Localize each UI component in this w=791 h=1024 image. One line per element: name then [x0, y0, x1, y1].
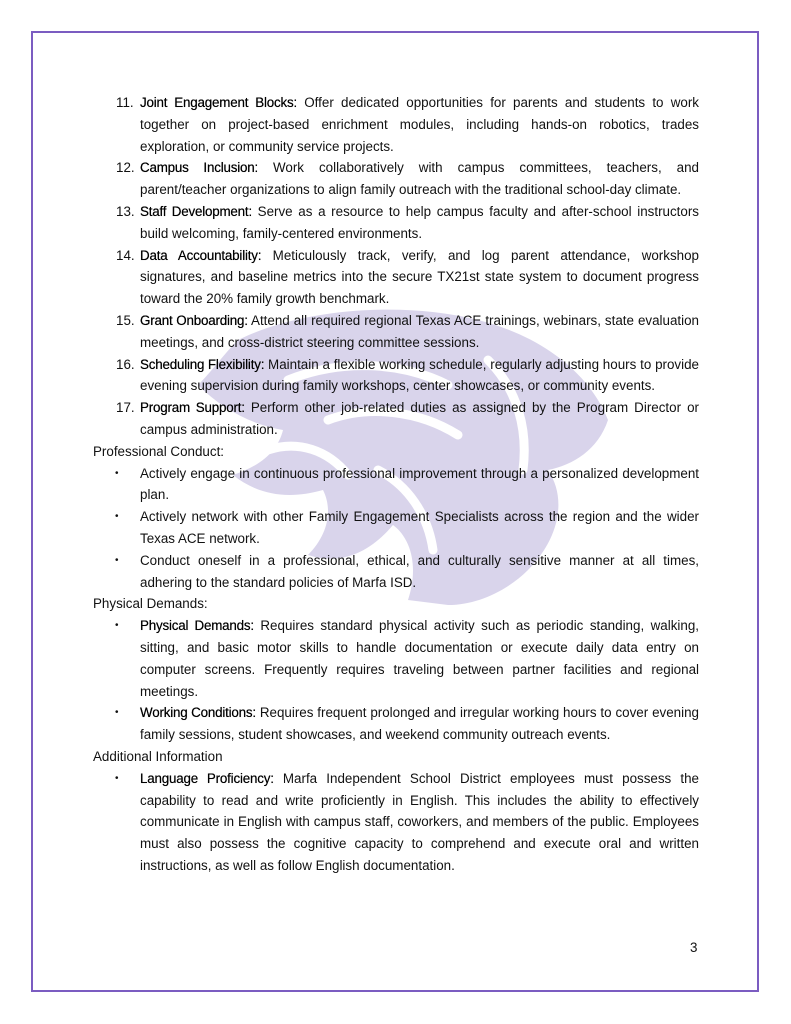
list-item: 15. Grant Onboarding: Attend all required regional Texas ACE trainings, webinars, state evaluation meetings, and cross-district steering committee sessions. [116, 312, 699, 350]
section-heading-professional-conduct: Professional Conduct: [93, 443, 225, 459]
list-item: 16. Scheduling Flexibility: Maintain a flexible working schedule, regularly adjusting hours to provide evening supervision during family workshops, center showcases, or community events. [116, 356, 699, 394]
list-item: 11. Joint Engagement Blocks: Offer dedicated opportunities for parents and students to work together on project-based enrichment modules, including hands-on robotics, trades exploration, or community service projects. [116, 95, 699, 154]
professional-conduct-list [93, 463, 699, 594]
bullet-icon: • [115, 511, 119, 523]
list-item: • Physical Demands: Requires standard physical activity such as periodic standing, walking, sitting, and basic motor skills to handle documentation or execute daily data entry on computer screens. Frequently requires traveling between partner facilities and regional meetings. [93, 615, 699, 702]
list-item: • Actively network with other Family Engagement Specialists across the region and the wider Texas ACE network. [93, 506, 699, 550]
list-item: • Actively engage in continuous professional improvement through a personalized development plan. [93, 463, 699, 507]
item-term: Program Support: [140, 400, 245, 416]
bullet-icon: • [115, 772, 119, 784]
bullet-icon: • [115, 620, 119, 632]
list-item: • Working Conditions: Requires frequent prolonged and irregular working hours to cover evening family sessions, student showcases, and weekend community outreach events. [93, 702, 699, 746]
additional-information-list [93, 768, 699, 877]
item-term: Joint Engagement Blocks: [140, 95, 298, 110]
item-term: Grant Onboarding: [140, 312, 248, 328]
page-number: 3 [690, 940, 698, 955]
list-item: • Conduct oneself in a professional, ethical, and culturally sensitive manner at all times, adhering to the standard policies of Marfa ISD. [93, 550, 699, 594]
section-heading-physical-demands: Physical Demands: [93, 596, 208, 612]
list-item: • Language Proficiency: Marfa Independent School District employees must possess the capability to read and write proficiently in English. This includes the ability to effectively communicate in English with campus staff, coworkers, and members of the public. Employees must also possess the cognitive capacity to comprehend and execute oral and written instructions, as well as follow English documentation. [93, 768, 699, 877]
duties-list [93, 92, 699, 441]
document-body [93, 92, 699, 877]
physical-demands-list [93, 615, 699, 746]
item-term: Campus Inclusion: [140, 160, 259, 176]
bullet-icon: • [115, 707, 119, 719]
item-term: Data Accountability: [140, 247, 262, 263]
list-item: 13. Staff Development: Serve as a resource to help campus faculty and after-school instructors build welcoming, family-centered environments. [116, 203, 699, 241]
bullet-icon: • [115, 554, 119, 566]
list-item: 17. Program Support: Perform other job-related duties as assigned by the Program Director or campus administration. [116, 400, 699, 437]
section-heading-additional-information: Additional Information [93, 748, 223, 764]
bullet-icon: • [115, 467, 119, 479]
list-item: 12. Campus Inclusion: Work collaboratively with campus committees, teachers, and parent/teacher organizations to align family outreach with the traditional school-day climate. [116, 160, 699, 198]
item-term: Scheduling Flexibility: [140, 356, 265, 372]
item-term: Physical Demands: [140, 618, 254, 634]
item-term: Staff Development: [140, 203, 252, 219]
list-item: 14. Data Accountability: Meticulously track, verify, and log parent attendance, workshop signatures, and baseline metrics into the secure TX21st state system to document progress toward the 20% family growth benchmark. [116, 247, 699, 307]
item-term: Language Proficiency: [140, 770, 274, 786]
item-term: Working Conditions: [140, 705, 256, 721]
